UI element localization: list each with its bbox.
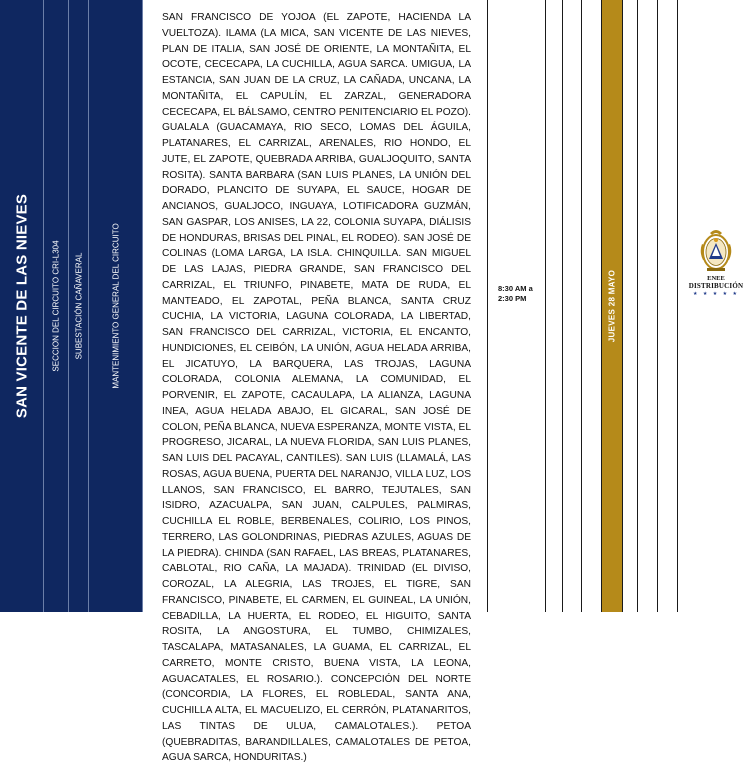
work-cell [89,0,143,612]
time-start: 8:30 AM a [498,284,533,293]
affected-areas-cell [143,0,488,764]
time-range [498,284,533,304]
empty-cell [622,0,638,612]
time-end: 2:30 PM [498,294,527,303]
affected-areas-text: SAN FRANCISCO DE YOJOA (EL ZAPOTE, HACIENDA LA VUELTOZA). ILAMA (LA MICA, SAN VICENTE DE LAS NIEVES, PLAN DE ITALIA, SAN JOSÉ DE ORIENTE, LA MONTAÑITA, EL OCOTE, CECECAPA, LA CUCHILLA, AGUA SARCA. UMIGUA, LA ESTANCIA, SAN JUAN DE LA CRUZ, LA CAÑADA, UNCANA, LA MONTAÑITA, EL CAPULÍN, EL ZARZAL, GENERADORA CECECAPA, EL BÁLSAMO, CENTRO PENITENCIARIO EL POZO). GUALALA (GUACAMAYA, RIO SECO, LOMAS DEL ÁGUILA, PLATANARES, EL CARRIZAL, ARENALES, RIO HONDO, EL JUTE, EL ZAPOTE, QUEBRADA ARRIBA, GUALJOQUITO, SANTA ROSITA). SANTA BARBARA (SAN LUIS PLANES, LA UNIÓN DEL DORADO, PLANCITO DE SUYAPA, EL SAUCE, HOGAR DE ANCIANOS, GUALJOCO, INGUAYA, LOTIFICADORA GUZMÁN, SAN GASPAR, LOS ANISES, LA 22, COLONIA SUYAPA, DIÁLISIS DE HONDURAS, BRISAS DEL PINAL, EL RODEO). SAN JOSÉ DE COLINAS (LOMA LARGA, LA ISLA. CHINQUILLA. SAN MIGUEL DE LAS LAJAS, PIEDRA GRANDE, SAN FRANCISCO DEL CARRIZAL, EL TRIUNFO, PINABETE, MATA DE RUDA, EL MANTEADO, EL ZAPOTAL, PEÑA BLANCA, SANTA CRUZ CUCHIA, LA VICTORIA, LAGUNA COLORADA, LA LIBERTAD, SAN FRANCISCO DEL CARRIZAL, VICTORIA, EL ENCANTO, HUNDICIONES, EL CEIBÓN, LA UNIÓN, AGUA HELADA ARRIBA, EL JICATUYO, LA BARQUERA, LAS TROJAS, LAGUNA COLORADA, COLONIA ALEMANA, LA COMUNIDAD, EL PORVENIR, EL ZAPOTE, CACAULAPA, LA ALIANZA, LAGUNA INEA, AGUA HELADA ABAJO, EL GICARAL, SAN JOSÉ DE COLON, PEÑA BLANCA, NUEVA ESPERANZA, MONTE VISTA, EL PROGRESO, JICARAL, LA NUEVA FLORIDA, SAN LUIS PLANES, SAN LUIS DEL PACAYAL, CANTILES). SAN LUIS (LLAMALÁ, LAS ROSAS, AGUA BUENA, PUERTA DEL NARANJO, VILLA LUZ, LOS LLANOS, SAN FRANCISCO, EL BARRO, TEJUTALES, SAN ISIDRO, AZACUALPA, SAN JUAN, CALPULES, PALMIRAS, CUCHILLA EL ROBLE, BERBENALES, COLIRIO, LOS PINOS, TERRERO, LAS GOLONDRINAS, PIEDRAS AZULES, AGUAS DE LA PIEDRA). CHINDA (SAN RAFAEL, LAS BREAS, PLATANARES, CABLOTAL, RIO CAÑA, LA MAJADA). TRINIDAD (EL DIVISO, COROZAL, LA ALEGRIA, LAS TROJES, EL TIGRE, SAN FRANCISCO, PINABETE, EL CARMEN, EL GUINEAL, LA UNIÓN, CEBADILLA, LA HUERTA, EL RODEO, EL HIGUITO, SANTA ROSITA, LA ANGOSTURA, EL TUMBO, CHIMIZALES, TASCALAPA, MATASANALES, LA GUAMA, EL CARRIZAL, EL CARRETO, MONTE CRISTO, BUENA VISTA, LA LEONA, AGUACATALES, EL ROSARIO.). CONCEPCIÓN DEL NORTE (CONCORDIA, LA FLORES, EL ROBLEDAL, SANTA ANA, CUCHILLA ALTA, EL MACUELIZO, EL CERRÓN, PLATANARITOS, LAS TINTAS DE ULUA, CAMALOTALES.). PETOA (QUEBRADITAS, BARANDILLALES, CAMALOTALES DE PETOA, AGUA SARCA, HONDURITAS.) [162,12,471,764]
empty-cell [658,0,678,612]
empty-cell [582,0,602,612]
department-cell [0,0,44,612]
empty-cell [563,0,582,612]
enee-logo [684,226,748,297]
date-cell [602,0,622,612]
logo-line2: DISTRIBUCIÓN [688,282,744,290]
honduras-coat-of-arms-icon [698,226,734,274]
circuit-section: SECCION DEL CIRCUITO CRI-L304 [51,240,61,372]
date-label: JUEVES 28 MAYO [607,269,617,343]
logo-stars: ★ ★ ★ ★ ★ [693,291,739,297]
department-name: SAN VICENTE DE LAS NIEVES [13,193,30,419]
logo-line1: ENEE [707,275,725,282]
time-cell [488,0,546,612]
substation-cell [69,0,89,612]
work-description: MANTENIMIENTO GENERAL DEL CIRCUITO [111,223,120,389]
empty-cell [546,0,563,612]
substation-name: SUBESTACIÓN CAÑAVERAL [74,252,83,360]
section-cell [44,0,69,612]
logo-cell [678,0,751,612]
empty-cell [638,0,658,612]
